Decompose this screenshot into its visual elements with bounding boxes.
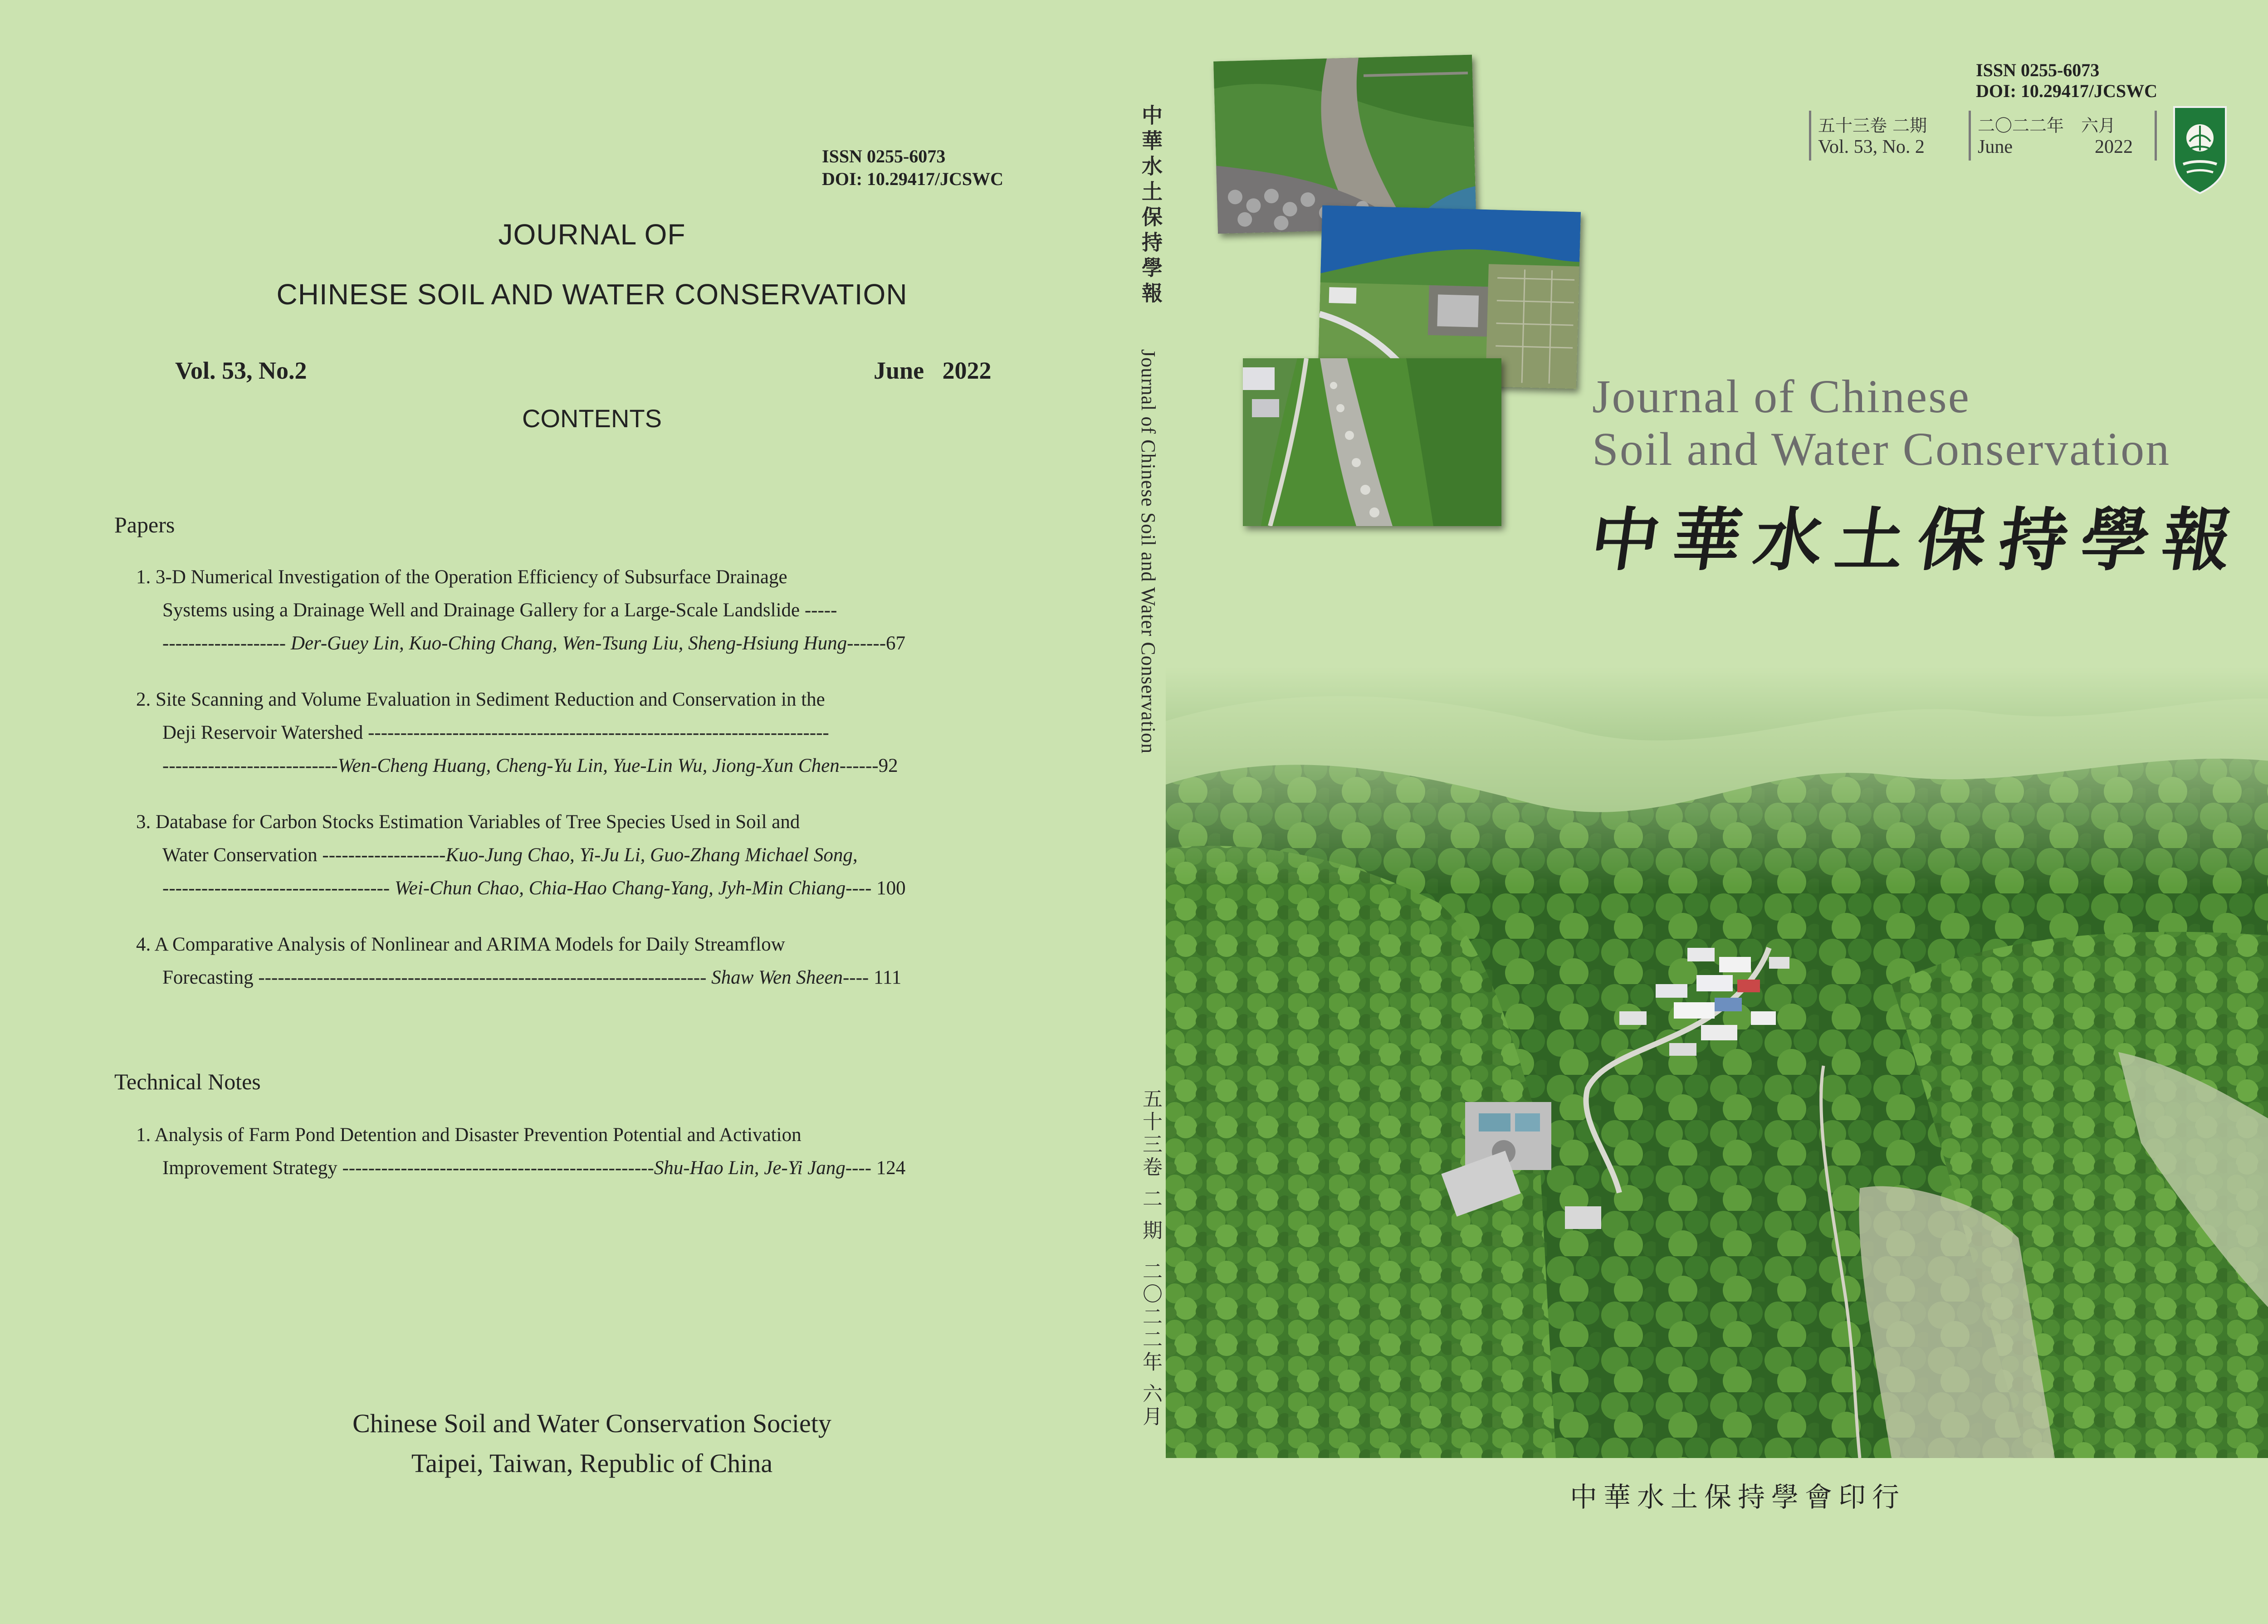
issue-divider — [1969, 111, 1971, 161]
front-issn-block — [1976, 60, 2157, 102]
back-journal-line1: JOURNAL OF — [498, 218, 686, 251]
landscape-photo-image — [1166, 667, 2268, 1458]
front-date-cjk: 二〇二二年 六月 — [1978, 116, 2116, 136]
issue-divider — [2155, 111, 2157, 161]
spine — [1139, 0, 1166, 1624]
inset-photo-stream-channel — [1243, 358, 1501, 526]
issue-divider — [1809, 111, 1811, 161]
front-year-en: 2022 — [2095, 137, 2133, 157]
toc-entry-note-1 — [136, 1118, 905, 1185]
society-block — [229, 1404, 955, 1483]
front-cover — [1166, 0, 2268, 1624]
papers-heading: Papers — [114, 512, 175, 537]
toc-entry-title-line: 1. Analysis of Farm Pond Detention and Disaster Prevention Potential and Activation — [136, 1124, 802, 1146]
front-vol-cjk: 五十三卷 二期 — [1818, 116, 1927, 136]
toc-entry-title-line: 3. Database for Carbon Stocks Estimation Variables of Tree Species Used in Soil and — [136, 811, 800, 833]
publisher-imprint: 中華水土保持學會印行 — [1570, 1482, 1906, 1513]
toc-leader: ------------------- — [162, 633, 291, 654]
toc-entry-title-line: 4. A Comparative Analysis of Nonlinear and ARIMA Models for Daily Streamflow — [136, 934, 785, 955]
front-issn: ISSN 0255-6073 — [1976, 60, 2100, 80]
back-issn: ISSN 0255-6073 — [822, 146, 946, 166]
spine-cjk-title: 中華水土保持學報 — [1139, 104, 1163, 307]
back-doi: DOI: 10.29417/JCSWC — [822, 169, 1004, 189]
landscape-photo — [1166, 667, 2268, 1458]
back-volume: Vol. 53, No.2 — [175, 357, 307, 384]
spine-issue: 五十三卷 二 期 二〇二二年 六月 — [1139, 1088, 1162, 1429]
back-issn-block — [822, 145, 1003, 190]
front-title-cjk: 中華水土保持學報 — [1585, 500, 2250, 580]
toc-entry-title-line: Systems using a Drainage Well and Drainage Gallery for a Large-Scale Landslide ----- — [162, 600, 837, 621]
spine-english-title: Journal of Chinese Soil and Water Conservation — [1137, 349, 1159, 754]
society-location: Taipei, Taiwan, Republic of China — [411, 1448, 773, 1478]
toc-title-text: Forecasting --------------------------------------------------------------------- — [162, 967, 712, 988]
toc-page: ------92 — [839, 755, 898, 776]
toc-entry-author-line — [136, 1151, 905, 1185]
toc-entry-author-line — [136, 872, 906, 905]
toc-authors: Wen-Cheng Huang, Cheng-Yu Lin, Yue-Lin Wu, Jiong-Xun Chen — [337, 755, 840, 776]
toc-page: ------67 — [847, 633, 906, 654]
toc-leader: ----------------------------------- — [162, 878, 395, 899]
toc-entry-author-line — [136, 627, 905, 660]
toc-title-text: Improvement Strategy ------------------------------------------------ — [162, 1157, 654, 1179]
society-logo-icon — [2170, 105, 2229, 195]
toc-page: ---- 100 — [846, 878, 906, 899]
toc-entry-author-line — [136, 961, 901, 994]
toc-entry-paper-1 — [136, 561, 905, 660]
toc-authors: Shu-Hao Lin, Je-Yi Jang — [654, 1157, 846, 1179]
front-title-line2: Soil and Water Conservation — [1592, 423, 2171, 475]
toc-authors: Der-Guey Lin, Kuo-Ching Chang, Wen-Tsung Liu, Sheng-Hsiung Hung — [290, 633, 847, 654]
front-month-en: June — [1978, 137, 2013, 157]
toc-page: ---- 111 — [842, 967, 902, 988]
toc-title-text: Water Conservation ------------------- — [162, 844, 446, 866]
toc-entry-title-line: 2. Site Scanning and Volume Evaluation in Sediment Reduction and Conservation in the — [136, 689, 825, 710]
toc-entry-paper-4 — [136, 928, 901, 994]
back-journal-line2: CHINESE SOIL AND WATER CONSERVATION — [276, 278, 908, 311]
toc-entry-author-line — [136, 749, 898, 782]
contents-heading: CONTENTS — [522, 404, 662, 433]
toc-entry-title-line: Deji Reservoir Watershed ----------------------------------------------------------------------- — [162, 722, 829, 743]
toc-page: ---- 124 — [845, 1157, 906, 1179]
notes-heading: Technical Notes — [114, 1069, 261, 1094]
front-doi: DOI: 10.29417/JCSWC — [1976, 81, 2158, 101]
toc-entry-paper-3 — [136, 805, 906, 905]
toc-authors: Wei-Chun Chao, Chia-Hao Chang-Yang, Jyh-Min Chiang — [394, 878, 846, 899]
back-date: June 2022 — [874, 357, 992, 384]
front-title-line1: Journal of Chinese — [1592, 371, 1970, 423]
front-vol-en: Vol. 53, No. 2 — [1818, 137, 1925, 157]
toc-leader: --------------------------- — [162, 755, 338, 776]
toc-entry-title-line — [136, 839, 906, 872]
toc-entry-paper-2 — [136, 683, 898, 782]
toc-entry-title-line: 1. 3-D Numerical Investigation of the Operation Efficiency of Subsurface Drainage — [136, 566, 787, 588]
toc-authors: Kuo-Jung Chao, Yi-Ju Li, Guo-Zhang Michael Song, — [445, 844, 858, 866]
society-name: Chinese Soil and Water Conservation Society — [352, 1409, 831, 1438]
toc-authors: Shaw Wen Sheen — [711, 967, 843, 988]
